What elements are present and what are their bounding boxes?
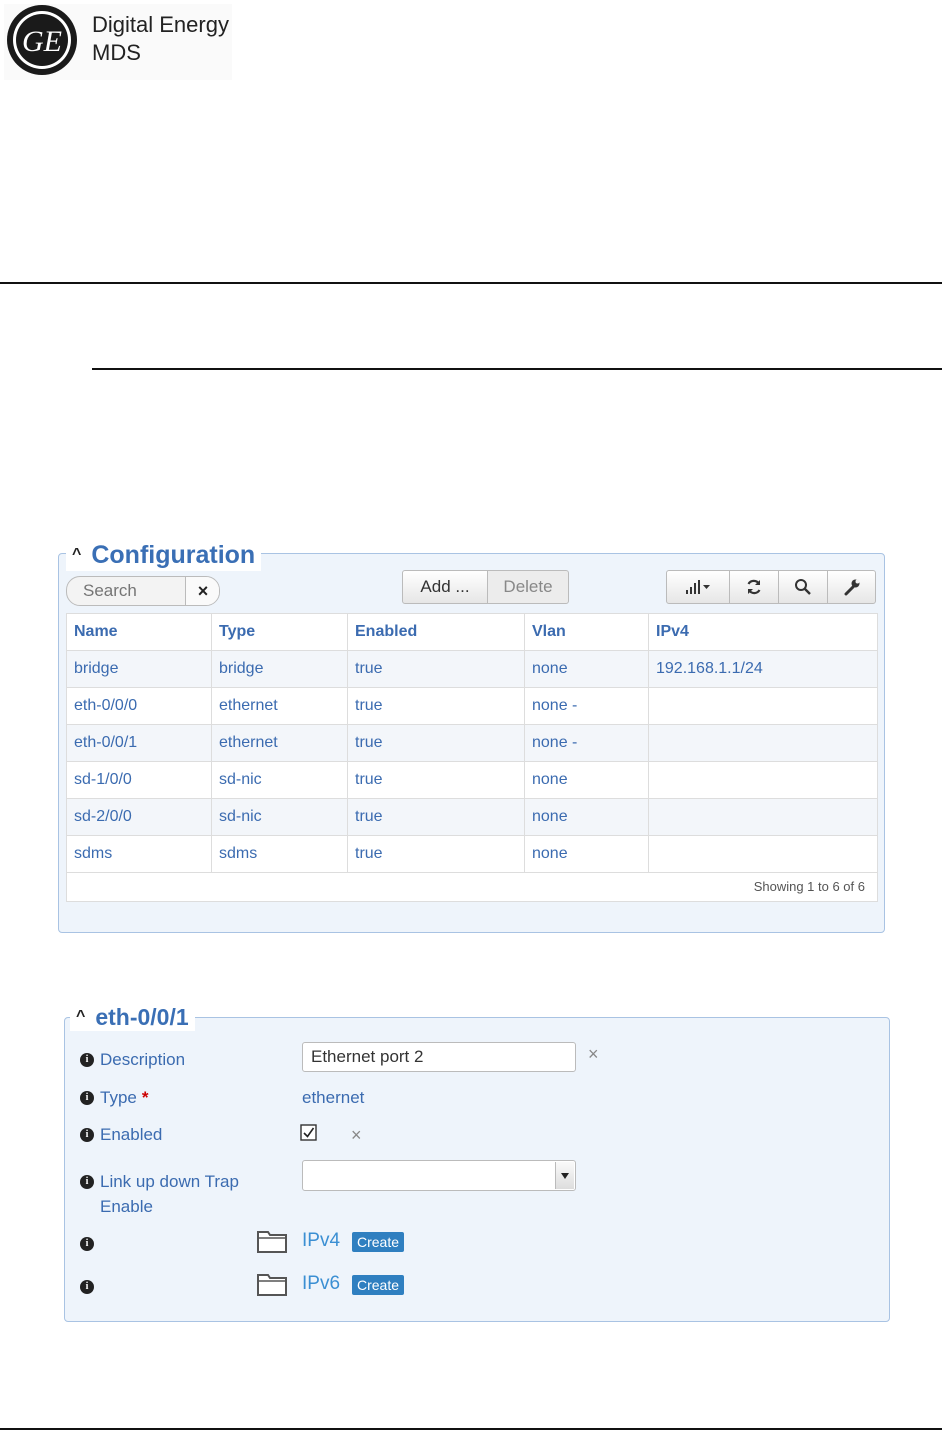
table-row[interactable]	[67, 651, 877, 688]
cell-type: ethernet	[212, 688, 348, 724]
folder-icon	[256, 1271, 288, 1297]
cell-name-link[interactable]: bridge	[67, 651, 212, 687]
info-icon[interactable]: i	[80, 1175, 94, 1189]
folder-icon	[256, 1228, 288, 1254]
cell-ipv4	[649, 836, 877, 872]
type-label	[80, 1088, 148, 1108]
refresh-icon	[745, 578, 763, 596]
delete-button[interactable]: Delete	[487, 570, 569, 604]
column-header[interactable]: Type	[212, 614, 348, 650]
cell-type: sdms	[212, 836, 348, 872]
search-icon	[794, 578, 812, 596]
enabled-label	[80, 1125, 162, 1145]
cell-type: bridge	[212, 651, 348, 687]
link-trap-selected-value	[303, 1167, 311, 1184]
cell-ipv4	[649, 762, 877, 798]
divider	[0, 1428, 942, 1430]
info-icon[interactable]: i	[80, 1091, 94, 1105]
panel-title: Configuration	[91, 540, 256, 569]
signal-bars-icon	[685, 579, 711, 595]
search-button[interactable]	[778, 570, 828, 604]
cell-name-link[interactable]: eth-0/0/1	[67, 725, 212, 761]
cell-type: sd-nic	[212, 799, 348, 835]
cell-vlan: none	[525, 762, 649, 798]
interfaces-table	[66, 613, 878, 902]
cell-enabled: true	[348, 725, 525, 761]
columns-dropdown-button[interactable]	[666, 570, 730, 604]
cell-name-link[interactable]: eth-0/0/0	[67, 688, 212, 724]
link-trap-label-text: Link up down Trap Enable	[100, 1172, 239, 1216]
cell-enabled: true	[348, 836, 525, 872]
cell-type: ethernet	[212, 725, 348, 761]
cell-enabled: true	[348, 688, 525, 724]
refresh-button[interactable]	[729, 570, 779, 604]
search-input[interactable]	[67, 577, 185, 605]
cell-enabled: true	[348, 651, 525, 687]
pagination-info: Showing 1 to 6 of 6	[753, 879, 865, 894]
info-icon[interactable]: i	[80, 1237, 94, 1251]
ge-logo-icon	[6, 4, 78, 76]
table-row[interactable]	[67, 836, 877, 873]
table-row[interactable]	[67, 688, 877, 725]
table-row[interactable]	[67, 799, 877, 836]
info-icon[interactable]: i	[80, 1128, 94, 1142]
add-button[interactable]: Add ...	[402, 570, 488, 604]
cell-name-link[interactable]: sd-2/0/0	[67, 799, 212, 835]
cell-vlan: none	[525, 799, 649, 835]
search-clear-button[interactable]: ×	[185, 577, 220, 605]
table-row[interactable]	[67, 762, 877, 799]
clear-description-button[interactable]: ×	[588, 1044, 599, 1064]
cell-enabled: true	[348, 799, 525, 835]
configuration-panel-header[interactable]	[66, 539, 261, 571]
description-label-text: Description	[100, 1050, 186, 1069]
ipv4-link[interactable]: IPv4	[302, 1230, 341, 1251]
wrench-icon	[843, 578, 861, 596]
enabled-checkbox[interactable]	[300, 1124, 318, 1142]
search-box	[66, 576, 220, 606]
column-header[interactable]: IPv4	[656, 623, 689, 640]
brand-name: Digital Energy	[92, 12, 229, 37]
cell-type: sd-nic	[212, 762, 348, 798]
cell-enabled: true	[348, 762, 525, 798]
table-row[interactable]	[67, 725, 877, 762]
type-value: ethernet	[302, 1088, 365, 1107]
panel-title: eth-0/0/1	[95, 1003, 189, 1030]
collapse-caret-icon[interactable]: ^	[76, 1008, 86, 1025]
ipv6-link[interactable]: IPv6	[302, 1273, 341, 1294]
column-header[interactable]: Enabled	[348, 614, 525, 650]
info-icon[interactable]: i	[80, 1280, 94, 1294]
interface-detail-header[interactable]	[70, 1003, 195, 1031]
column-header[interactable]: Vlan	[525, 614, 649, 650]
clear-enabled-button[interactable]: ×	[351, 1125, 362, 1145]
required-marker: *	[141, 1088, 149, 1107]
cell-ipv4: 192.168.1.1/24	[656, 660, 763, 677]
cell-name-link[interactable]: sdms	[67, 836, 212, 872]
table-header-row	[67, 614, 877, 651]
description-input[interactable]	[302, 1042, 576, 1072]
cell-vlan: none -	[525, 688, 649, 724]
collapse-caret-icon[interactable]: ^	[72, 546, 82, 563]
create-ipv4-button[interactable]: Create	[352, 1232, 404, 1252]
brand-subname: MDS	[92, 40, 141, 65]
cell-ipv4	[649, 725, 877, 761]
cell-vlan: none -	[525, 725, 649, 761]
cell-vlan: none	[525, 836, 649, 872]
link-trap-label	[80, 1169, 239, 1219]
type-label-text: Type	[100, 1088, 137, 1107]
create-ipv6-button[interactable]: Create	[352, 1275, 404, 1295]
link-trap-select[interactable]	[302, 1160, 576, 1191]
description-label	[80, 1050, 185, 1070]
divider	[92, 368, 942, 370]
settings-button[interactable]	[827, 570, 876, 604]
column-header[interactable]: Name	[67, 614, 212, 650]
cell-ipv4	[649, 688, 877, 724]
svg-text:GE: GE	[22, 25, 62, 58]
cell-ipv4	[649, 799, 877, 835]
enabled-label-text: Enabled	[100, 1125, 163, 1144]
info-icon[interactable]: i	[80, 1053, 94, 1067]
cell-vlan: none	[525, 651, 649, 687]
chevron-down-icon[interactable]	[555, 1162, 574, 1189]
divider	[0, 282, 942, 284]
cell-name-link[interactable]: sd-1/0/0	[67, 762, 212, 798]
